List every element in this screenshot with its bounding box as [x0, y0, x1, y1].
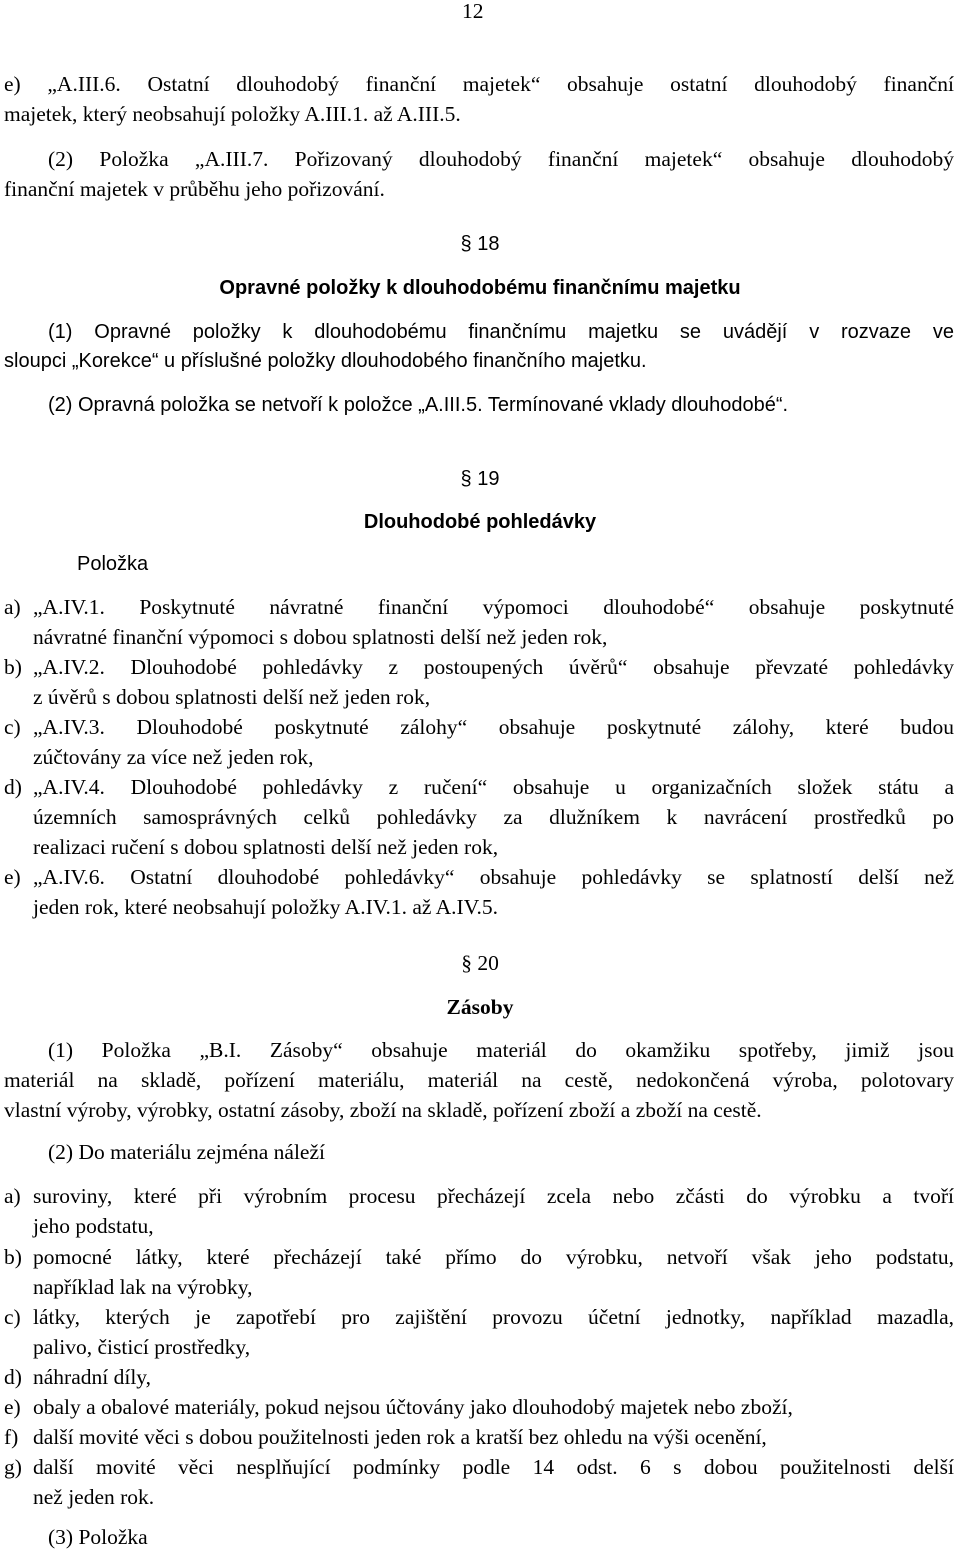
list-item-line: návratné finanční výpomoci s dobou splatnosti delší než jeden rok, [33, 625, 608, 649]
text-line: Položka [77, 553, 149, 575]
list-item-line: zúčtovány za více než jeden rok, [33, 745, 314, 769]
list-label: a) [4, 1184, 21, 1208]
list-label: f) [4, 1425, 19, 1449]
text-line: majetek, který neobsahují položky A.III.1. až A.III.5. [4, 102, 461, 126]
text-line: (2) Položka „A.III.7. Pořizovaný dlouhodobý finanční majetek“ obsahuje dlouhodobý [48, 147, 954, 171]
list-item-line: z úvěrů s dobou splatnosti delší než jeden rok, [33, 685, 431, 709]
text-line: (2) Do materiálu zejména náleží [48, 1140, 325, 1164]
list-item-line: „A.IV.1. Poskytnuté návratné finanční výpomoci dlouhodobé“ obsahuje poskytnuté [33, 595, 954, 619]
list-label: c) [4, 715, 21, 739]
page-number: 12 [462, 0, 484, 23]
list-item-line: obaly a obalové materiály, pokud nejsou účtovány jako dlouhodobý majetek nebo zboží, [33, 1395, 793, 1419]
text-line: materiál na skladě, pořízení materiálu, materiál na cestě, nedokončená výroba, polotovary [4, 1068, 954, 1092]
list-label: d) [4, 775, 22, 799]
list-label: d) [4, 1365, 22, 1389]
text-line: (1) Opravné položky k dlouhodobému finančnímu majetku se uvádějí v rozvaze ve [48, 321, 954, 343]
list-label: b) [4, 655, 22, 679]
text-line: finanční majetek v průběhu jeho pořizování. [4, 177, 385, 201]
list-item-line: než jeden rok. [33, 1485, 155, 1509]
list-item-line: palivo, čisticí prostředky, [33, 1335, 251, 1359]
list-item-line: další movité věci nesplňující podmínky podle 14 odst. 6 s dobou použitelnosti delší [33, 1455, 954, 1479]
section-title: Zásoby [446, 995, 514, 1019]
list-label: a) [4, 595, 21, 619]
list-item-line: například lak na výrobky, [33, 1275, 253, 1299]
list-label: e) [4, 1395, 21, 1419]
text-line: sloupci „Korekce“ u příslušné položky dlouhodobého finančního majetku. [4, 350, 647, 372]
section-title: Dlouhodobé pohledávky [363, 511, 597, 533]
list-item-line: náhradní díly, [33, 1365, 152, 1389]
text-line: (3) Položka [48, 1525, 148, 1549]
list-item-line: realizaci ručení s dobou splatnosti delší než jeden rok, [33, 835, 499, 859]
section-number: § 18 [460, 233, 500, 255]
list-label: b) [4, 1245, 22, 1269]
list-item-line: „A.IV.3. Dlouhodobé poskytnuté zálohy“ obsahuje poskytnuté zálohy, které budou [33, 715, 954, 739]
text-line: (1) Položka „B.I. Zásoby“ obsahuje materiál do okamžiku spotřeby, jimiž jsou [48, 1038, 954, 1062]
list-item-line: látky, kterých je zapotřebí pro zajištění provozu účetní jednotky, například mazadla, [33, 1305, 954, 1329]
section-number: § 19 [460, 468, 500, 490]
list-label: e) [4, 865, 21, 889]
list-label: c) [4, 1305, 21, 1329]
text-line: e) „A.III.6. Ostatní dlouhodobý finanční majetek“ obsahuje ostatní dlouhodobý finanční [4, 72, 954, 96]
list-item-line: jeho podstatu, [33, 1214, 154, 1238]
list-item-line: „A.IV.2. Dlouhodobé pohledávky z postoupených úvěrů“ obsahuje převzaté pohledávky [33, 655, 954, 679]
list-item-line: jeden rok, které neobsahují položky A.IV.1. až A.IV.5. [33, 895, 498, 919]
list-item-line: pomocné látky, které přecházejí také přímo do výrobku, netvoří však jeho podstatu, [33, 1245, 954, 1269]
list-label: g) [4, 1455, 22, 1479]
list-item-line: územních samosprávných celků pohledávky za dlužníkem k navrácení prostředků po [33, 805, 954, 829]
list-item-line: „A.IV.4. Dlouhodobé pohledávky z ručení“ obsahuje u organizačních složek státu a [33, 775, 954, 799]
section-title: Opravné položky k dlouhodobému finančnímu majetku [219, 277, 741, 299]
text-line: (2) Opravná položka se netvoří k položce „A.III.5. Termínované vklady dlouhodobé“. [48, 394, 789, 416]
list-item-line: suroviny, které při výrobním procesu přecházejí zcela nebo zčásti do výrobku a tvoří [33, 1184, 954, 1208]
list-item-line: další movité věci s dobou použitelnosti jeden rok a kratší bez ohledu na výši ocenění, [33, 1425, 767, 1449]
text-line: vlastní výroby, výrobky, ostatní zásoby, zboží na skladě, pořízení zboží a zboží na cestě. [4, 1098, 762, 1122]
section-number: § 20 [461, 951, 499, 975]
list-item-line: „A.IV.6. Ostatní dlouhodobé pohledávky“ obsahuje pohledávky se splatností delší než [33, 865, 954, 889]
